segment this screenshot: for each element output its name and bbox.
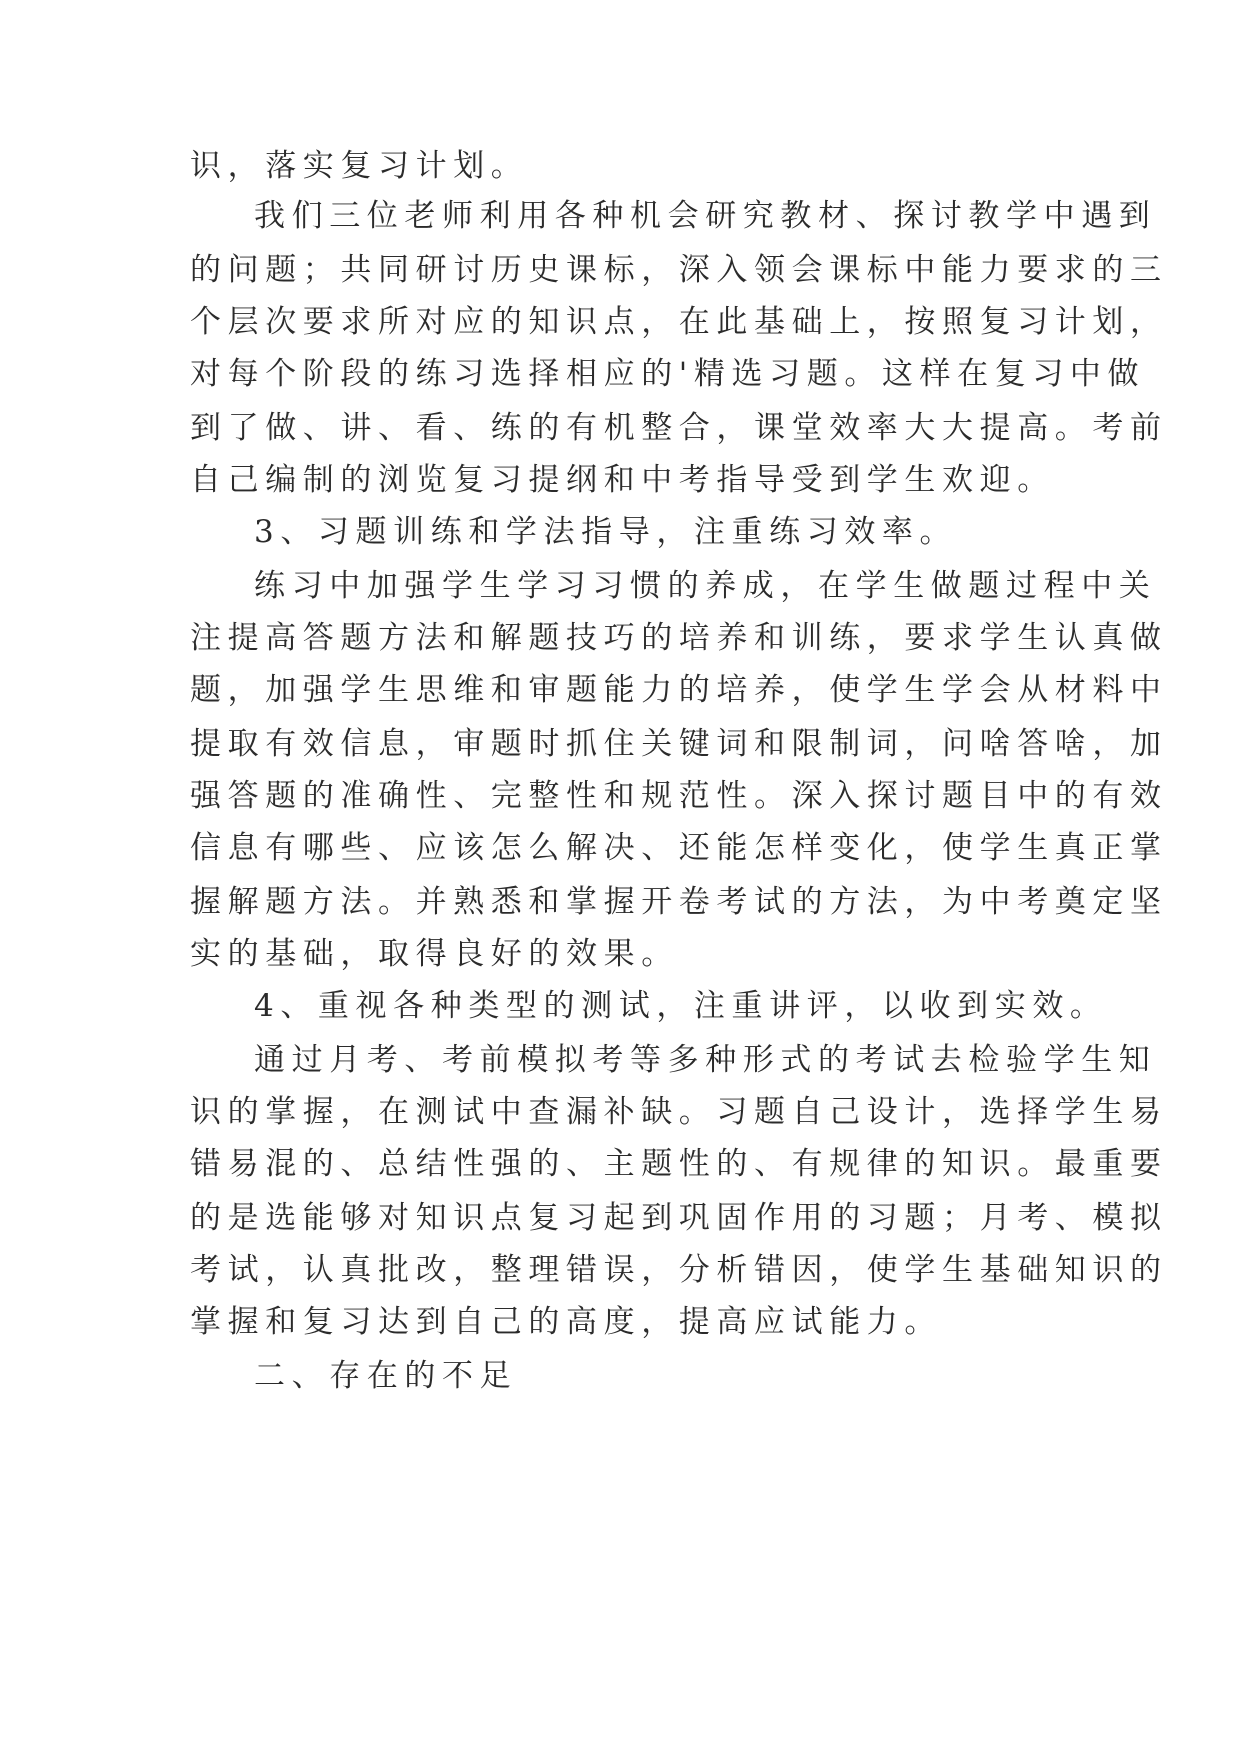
text-line: 握解题方法。并熟悉和掌握开卷考试的方法，为中考奠定坚 (190, 884, 1168, 920)
text-line: 自己编制的浏览复习提纲和中考指导受到学生欢迎。 (190, 462, 1055, 498)
text-line: 个层次要求所对应的知识点，在此基础上，按照复习计划， (190, 304, 1168, 340)
text-line: 错易混的、总结性强的、主题性的、有规律的知识。最重要 (190, 1146, 1168, 1182)
text-line: 的是选能够对知识点复习起到巩固作用的习题；月考、模拟 (190, 1200, 1168, 1236)
text-line: 信息有哪些、应该怎么解决、还能怎样变化，使学生真正掌 (190, 830, 1168, 866)
text-line: 考试，认真批改，整理错误，分析错因，使学生基础知识的 (190, 1252, 1168, 1288)
text-line: 通过月考、考前模拟考等多种形式的考试去检验学生知 (254, 1042, 1157, 1078)
text-line: 的问题；共同研讨历史课标，深入领会课标中能力要求的三 (190, 252, 1168, 288)
section-heading: 3、习题训练和学法指导，注重练习效率。 (254, 514, 958, 550)
text-line: 题，加强学生思维和审题能力的培养，使学生学会从材料中 (190, 672, 1168, 708)
text-line: 识，落实复习计划。 (190, 148, 529, 184)
text-line: 我们三位老师利用各种机会研究教材、探讨教学中遇到 (254, 198, 1157, 234)
text-line: 对每个阶段的练习选择相应的'精选习题。这样在复习中做 (190, 356, 1146, 392)
text-line: 掌握和复习达到自己的高度，提高应试能力。 (190, 1304, 942, 1340)
text-line: 练习中加强学生学习习惯的养成，在学生做题过程中关 (254, 568, 1157, 604)
text-line: 提取有效信息，审题时抓住关键词和限制词，问啥答啥，加 (190, 726, 1168, 762)
text-line: 识的掌握，在测试中查漏补缺。习题自己设计，选择学生易 (190, 1094, 1168, 1130)
text-line: 强答题的准确性、完整性和规范性。深入探讨题目中的有效 (190, 778, 1168, 814)
text-line: 注提高答题方法和解题技巧的培养和训练，要求学生认真做 (190, 620, 1168, 656)
text-line: 到了做、讲、看、练的有机整合，课堂效率大大提高。考前 (190, 410, 1168, 446)
section-heading: 4、重视各种类型的测试，注重讲评，以收到实效。 (254, 988, 1108, 1024)
text-line: 实的基础，取得良好的效果。 (190, 936, 679, 972)
section-heading: 二、存在的不足 (254, 1358, 518, 1394)
